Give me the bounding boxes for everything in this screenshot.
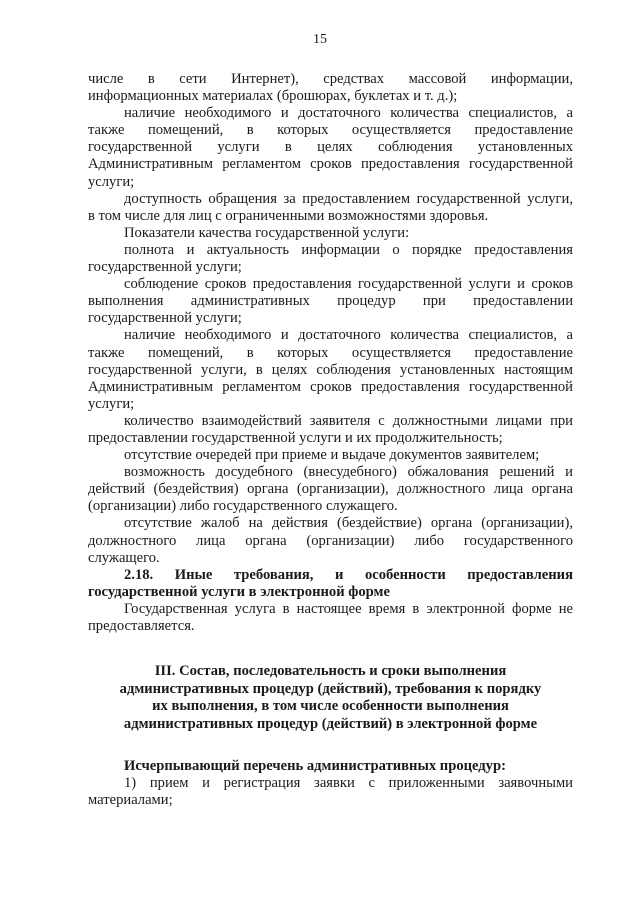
- text-line: услуги;: [88, 395, 135, 412]
- chapter-title-line: административных процедур (действий), требования к порядку: [119, 680, 542, 697]
- chapter-title-line: III. Состав, последовательность и сроки выполнения: [154, 663, 507, 680]
- text-line: должностного лица органа (организации) либо государственного: [88, 532, 573, 549]
- text-line: Административным регламентом сроков предоставления государственной: [88, 378, 573, 395]
- text-line: государственной услуги в целях соблюдения установленных: [88, 139, 573, 156]
- text-line: информационных материалах (брошюрах, буклетах и т. д.);: [88, 88, 458, 105]
- text-line: также помещений, в которых осуществляется предоставление: [88, 122, 573, 139]
- text-line: соблюдение сроков предоставления государственной услуги и сроков: [124, 276, 573, 293]
- section-heading-2-18-cont: государственной услуги в электронной форме: [88, 583, 390, 600]
- text-line: Показатели качества государственной услуги:: [124, 224, 410, 241]
- text-line: действий (бездействия) органа (организации), должностного лица органа: [88, 481, 573, 498]
- text-line: предоставляется.: [88, 618, 195, 634]
- chapter-title: [88, 663, 573, 733]
- text-line: служащего.: [88, 549, 160, 566]
- list-item: 1) прием и регистрация заявки с приложенными заявочными: [124, 775, 573, 792]
- text-line: наличие необходимого и достаточного количества специалистов, а: [124, 327, 573, 344]
- chapter-title-line: их выполнения, в том числе особенности выполнения: [152, 698, 509, 715]
- list-item-cont: материалами;: [88, 792, 173, 809]
- text-line: Государственная услуга в настоящее время в электронной форме не: [124, 600, 573, 617]
- text-line: числе в сети Интернет), средствах массовой информации,: [88, 71, 573, 87]
- text-line: (организации) либо государственного служащего.: [88, 498, 398, 515]
- text-line: полнота и актуальность информации о порядке предоставления: [124, 241, 573, 258]
- text-line: выполнения административных процедур при предоставлении: [88, 293, 573, 310]
- page-number: 15: [313, 32, 327, 47]
- text-line: наличие необходимого и достаточного количества специалистов, а: [124, 105, 573, 122]
- text-line: государственной услуги;: [88, 259, 242, 276]
- text-line: услуги;: [88, 173, 135, 190]
- text-line: государственной услуги;: [88, 310, 242, 327]
- text-line: государственной услуги, в целях соблюдения установленных настоящим: [88, 361, 573, 378]
- document-body: [88, 71, 573, 809]
- procedures-heading: Исчерпывающий перечень административных процедур:: [124, 758, 506, 775]
- text-line: Административным регламентом сроков предоставления государственной: [88, 156, 573, 173]
- text-line: доступность обращения за предоставлением государственной услуги,: [124, 190, 573, 207]
- text-line: возможность досудебного (внесудебного) обжалования решений и: [124, 464, 573, 481]
- text-line: отсутствие жалоб на действия (бездействие) органа (организации),: [124, 515, 573, 532]
- text-line: также помещений, в которых осуществляется предоставление: [88, 344, 573, 361]
- text-line: в том числе для лиц с ограниченными возможностями здоровья.: [88, 207, 489, 224]
- text-line: отсутствие очередей при приеме и выдаче документов заявителем;: [124, 447, 540, 464]
- text-line: предоставлении государственной услуги и их продолжительность;: [88, 429, 503, 446]
- section-heading-2-18: 2.18. Иные требования, и особенности предоставления: [124, 566, 573, 583]
- text-line: количество взаимодействий заявителя с должностными лицами при: [124, 412, 573, 429]
- chapter-title-line: административных процедур (действий) в электронной форме: [123, 715, 538, 732]
